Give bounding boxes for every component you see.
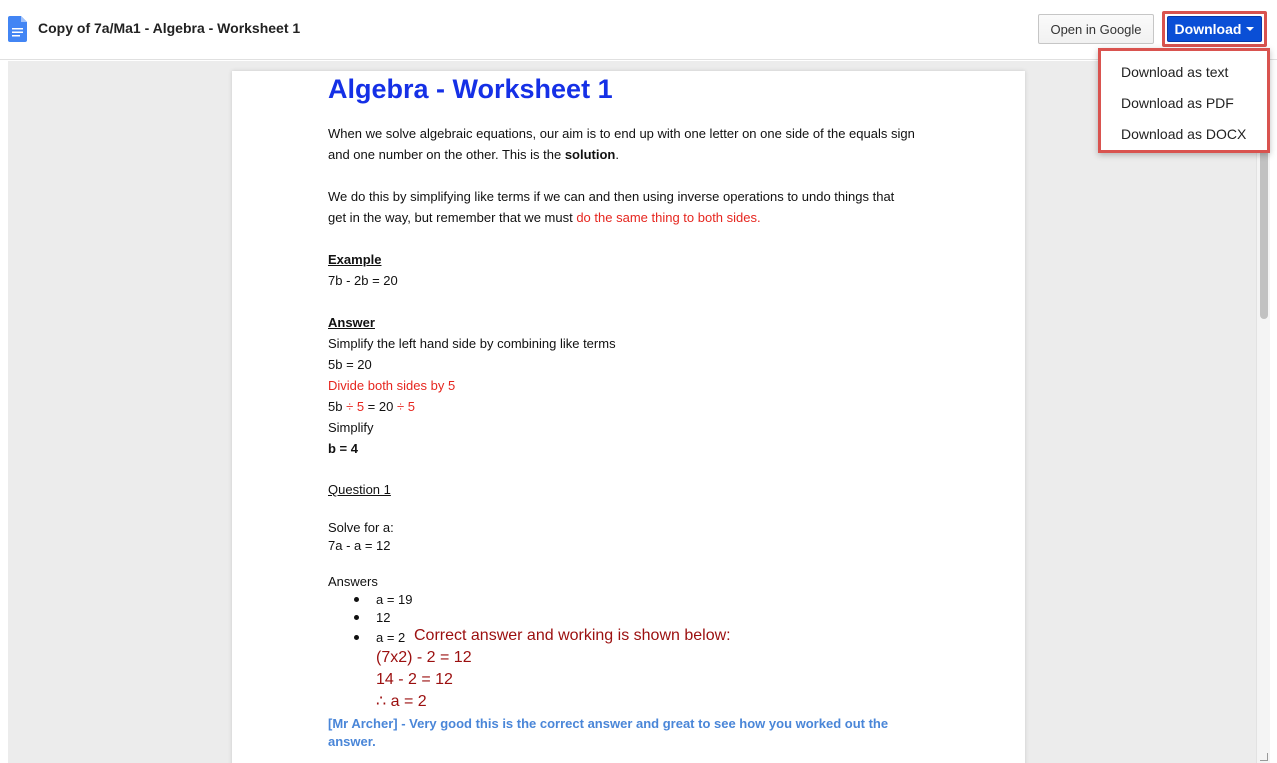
working-line-2: 14 - 2 = 12 bbox=[376, 671, 453, 688]
working-line-3: ∴ a = 2 bbox=[376, 693, 427, 710]
open-in-google-button[interactable]: Open in Google bbox=[1038, 14, 1154, 44]
answer-line-4: 5b ÷ 5 = 20 ÷ 5 bbox=[328, 399, 415, 414]
answer-line-6: b = 4 bbox=[328, 441, 358, 456]
answer-line-2: 5b = 20 bbox=[328, 357, 372, 372]
example-equation: 7b - 2b = 20 bbox=[328, 273, 398, 288]
document-heading: Algebra - Worksheet 1 bbox=[328, 74, 613, 104]
vertical-scrollbar[interactable] bbox=[1256, 61, 1270, 763]
scrollbar-thumb[interactable] bbox=[1260, 141, 1268, 319]
question-equation: 7a - a = 12 bbox=[328, 538, 391, 553]
download-menu bbox=[1098, 48, 1270, 153]
caret-down-icon bbox=[1246, 27, 1254, 31]
download-button-label: Download bbox=[1174, 21, 1242, 37]
resize-handle-icon[interactable] bbox=[1260, 753, 1268, 761]
teacher-comment-line-2: answer. bbox=[328, 734, 376, 749]
bullet-icon bbox=[354, 615, 359, 620]
answer-option-3: a = 2 bbox=[376, 630, 406, 645]
download-button-highlight bbox=[1162, 11, 1267, 47]
answer-line-5: Simplify bbox=[328, 420, 374, 435]
document-page bbox=[232, 71, 1025, 763]
answers-label: Answers bbox=[328, 574, 378, 589]
document-viewer[interactable] bbox=[8, 61, 1270, 763]
correct-answer-note: Correct answer and working is shown below: bbox=[414, 627, 731, 644]
answer-line-1: Simplify the left hand side by combining like terms bbox=[328, 336, 616, 351]
answer-heading: Answer bbox=[328, 315, 375, 330]
answer-line-3: Divide both sides by 5 bbox=[328, 378, 456, 393]
download-button[interactable] bbox=[1167, 16, 1262, 42]
bullet-icon bbox=[354, 597, 359, 602]
solve-for-label: Solve for a: bbox=[328, 520, 394, 535]
teacher-comment-line-1: [Mr Archer] - Very good this is the correct answer and great to see how you worked out the bbox=[328, 716, 889, 731]
paragraph-2-line-2: get in the way, but remember that we must do the same thing to both sides. bbox=[328, 210, 761, 225]
answer-option-1: a = 19 bbox=[376, 592, 413, 607]
bullet-icon bbox=[354, 635, 359, 640]
intro-line-2: and one number on the other. This is the solution. bbox=[328, 147, 619, 162]
question-heading: Question 1 bbox=[328, 482, 391, 497]
paragraph-2-line-1: We do this by simplifying like terms if we can and then using inverse operations to undo things that bbox=[328, 189, 895, 204]
google-docs-icon bbox=[8, 16, 27, 42]
intro-line-1: When we solve algebraic equations, our aim is to end up with one letter on one side of the equals sign bbox=[328, 126, 915, 141]
top-bar bbox=[0, 0, 1277, 60]
answer-option-2: 12 bbox=[376, 610, 391, 625]
document-title: Copy of 7a/Ma1 - Algebra - Worksheet 1 bbox=[38, 20, 301, 36]
working-line-1: (7x2) - 2 = 12 bbox=[376, 649, 472, 666]
download-as-text-item[interactable]: Download as text bbox=[1121, 63, 1229, 80]
example-heading: Example bbox=[328, 252, 382, 267]
download-as-docx-item[interactable]: Download as DOCX bbox=[1121, 125, 1247, 142]
download-as-pdf-item[interactable]: Download as PDF bbox=[1121, 94, 1234, 111]
